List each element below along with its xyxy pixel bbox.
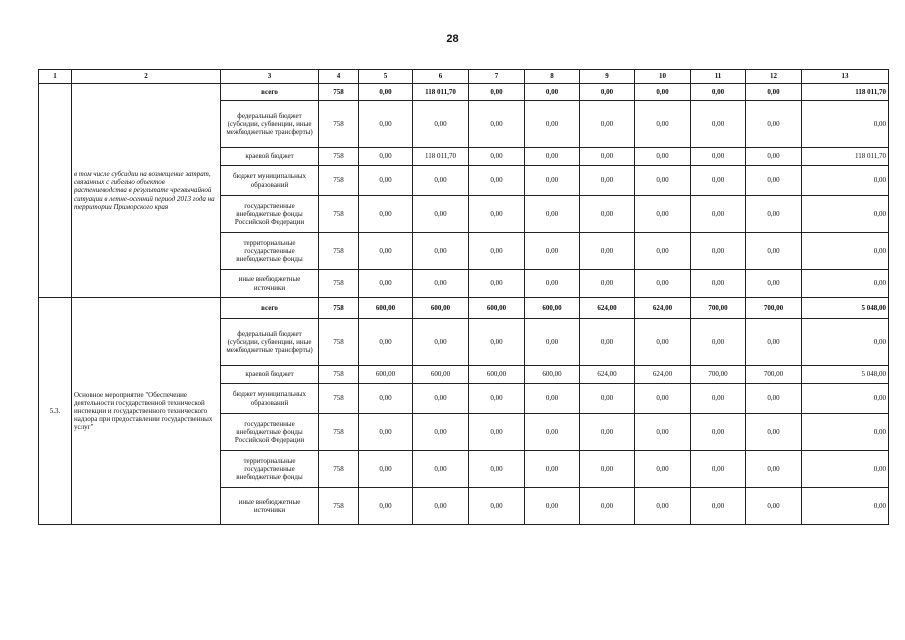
amount-cell: 0,00 (746, 101, 802, 148)
column-number-cell: 1 (39, 70, 72, 84)
amount-cell: 0,00 (469, 319, 525, 366)
funding-source: территориальные государственные внебюджетные фонды (221, 233, 319, 270)
budget-code: 758 (319, 84, 359, 101)
amount-cell: 0,00 (746, 451, 802, 488)
column-number-cell: 4 (319, 70, 359, 84)
measure-description: в том числе субсидии на возмещение затрат, связанных с гибелью объектов растениеводства в результате чрезвычайной ситуации в летне-осенний период 2013 года на территории Приморского края (72, 84, 221, 298)
amount-cell: 0,00 (413, 196, 469, 233)
amount-cell: 0,00 (580, 148, 635, 166)
budget-code: 758 (319, 233, 359, 270)
amount-cell: 0,00 (413, 488, 469, 525)
funding-source: федеральный бюджет (субсидии, субвенции, иные межбюджетные трансферты) (221, 319, 319, 366)
amount-cell: 0,00 (413, 101, 469, 148)
amount-cell: 0,00 (691, 414, 746, 451)
amount-cell: 0,00 (525, 319, 580, 366)
amount-cell: 0,00 (359, 270, 413, 298)
budget-code: 758 (319, 148, 359, 166)
amount-cell: 0,00 (635, 451, 691, 488)
budget-code: 758 (319, 451, 359, 488)
amount-cell: 0,00 (413, 233, 469, 270)
amount-cell: 0,00 (359, 488, 413, 525)
amount-cell: 0,00 (469, 196, 525, 233)
amount-cell: 0,00 (580, 166, 635, 196)
amount-cell: 0,00 (635, 270, 691, 298)
amount-cell: 0,00 (580, 196, 635, 233)
measure-description: Основное мероприятие "Обеспечение деятельности государственной технической инспекции и государственного технического надзора при предоставлении государственных услуг" (72, 298, 221, 525)
amount-cell: 700,00 (746, 366, 802, 384)
budget-code: 758 (319, 196, 359, 233)
amount-cell: 600,00 (359, 298, 413, 319)
column-number-cell: 2 (72, 70, 221, 84)
amount-cell: 0,00 (469, 101, 525, 148)
amount-cell: 0,00 (802, 488, 889, 525)
amount-cell: 0,00 (635, 166, 691, 196)
amount-cell: 0,00 (580, 233, 635, 270)
budget-code: 758 (319, 414, 359, 451)
item-number: 5.3. (39, 298, 72, 525)
amount-cell: 0,00 (525, 166, 580, 196)
funding-source: краевой бюджет (221, 148, 319, 166)
amount-cell: 0,00 (802, 270, 889, 298)
item-number (39, 84, 72, 298)
amount-cell: 0,00 (469, 233, 525, 270)
funding-source: федеральный бюджет (субсидии, субвенции, иные межбюджетные трансферты) (221, 101, 319, 148)
amount-cell: 0,00 (691, 101, 746, 148)
amount-cell: 0,00 (691, 270, 746, 298)
amount-cell: 700,00 (691, 366, 746, 384)
amount-cell: 0,00 (746, 166, 802, 196)
amount-cell: 0,00 (746, 270, 802, 298)
amount-cell: 624,00 (580, 298, 635, 319)
amount-cell: 0,00 (580, 451, 635, 488)
amount-cell: 0,00 (802, 196, 889, 233)
amount-cell: 0,00 (525, 414, 580, 451)
amount-cell: 0,00 (691, 84, 746, 101)
amount-cell: 0,00 (802, 414, 889, 451)
column-number-cell: 3 (221, 70, 319, 84)
amount-cell: 0,00 (746, 148, 802, 166)
amount-cell: 0,00 (413, 451, 469, 488)
budget-code: 758 (319, 166, 359, 196)
amount-cell: 600,00 (413, 298, 469, 319)
amount-cell: 0,00 (635, 384, 691, 414)
column-number-cell: 12 (746, 70, 802, 84)
budget-code: 758 (319, 319, 359, 366)
amount-cell: 0,00 (469, 270, 525, 298)
amount-cell: 0,00 (359, 319, 413, 366)
amount-cell: 5 048,00 (802, 298, 889, 319)
amount-cell: 0,00 (525, 384, 580, 414)
amount-cell: 0,00 (413, 384, 469, 414)
amount-cell: 0,00 (691, 148, 746, 166)
amount-cell: 0,00 (691, 384, 746, 414)
amount-cell: 0,00 (359, 84, 413, 101)
amount-cell: 0,00 (580, 101, 635, 148)
amount-cell: 0,00 (469, 84, 525, 101)
funding-source: иные внебюджетные источники (221, 488, 319, 525)
amount-cell: 118 011,70 (802, 84, 889, 101)
amount-cell: 118 011,70 (413, 148, 469, 166)
funding-source: бюджет муниципальных образований (221, 384, 319, 414)
amount-cell: 600,00 (413, 366, 469, 384)
amount-cell: 0,00 (525, 488, 580, 525)
amount-cell: 700,00 (691, 298, 746, 319)
budget-table (38, 69, 889, 525)
column-number-cell: 11 (691, 70, 746, 84)
funding-source: иные внебюджетные источники (221, 270, 319, 298)
amount-cell: 0,00 (359, 384, 413, 414)
budget-code: 758 (319, 366, 359, 384)
amount-cell: 0,00 (746, 384, 802, 414)
amount-cell: 0,00 (413, 414, 469, 451)
column-number-cell: 8 (525, 70, 580, 84)
amount-cell: 0,00 (635, 84, 691, 101)
budget-code: 758 (319, 270, 359, 298)
column-number-cell: 13 (802, 70, 889, 84)
amount-cell: 0,00 (746, 196, 802, 233)
amount-cell: 0,00 (359, 451, 413, 488)
amount-cell: 0,00 (691, 488, 746, 525)
amount-cell: 0,00 (635, 148, 691, 166)
funding-source: бюджет муниципальных образований (221, 166, 319, 196)
amount-cell: 0,00 (635, 488, 691, 525)
amount-cell: 624,00 (635, 298, 691, 319)
funding-source: государственные внебюджетные фонды Российской Федерации (221, 414, 319, 451)
amount-cell: 0,00 (746, 414, 802, 451)
amount-cell: 600,00 (469, 366, 525, 384)
amount-cell: 0,00 (580, 84, 635, 101)
amount-cell: 0,00 (469, 148, 525, 166)
amount-cell: 0,00 (635, 196, 691, 233)
amount-cell: 0,00 (525, 233, 580, 270)
amount-cell: 0,00 (580, 414, 635, 451)
table-row (39, 84, 889, 101)
amount-cell: 0,00 (525, 451, 580, 488)
amount-cell: 0,00 (469, 166, 525, 196)
amount-cell: 600,00 (469, 298, 525, 319)
amount-cell: 0,00 (691, 233, 746, 270)
funding-source: всего (221, 84, 319, 101)
amount-cell: 0,00 (359, 148, 413, 166)
amount-cell: 0,00 (691, 451, 746, 488)
amount-cell: 0,00 (802, 319, 889, 366)
amount-cell: 0,00 (802, 233, 889, 270)
column-number-row (39, 70, 889, 84)
amount-cell: 0,00 (691, 166, 746, 196)
column-number-cell: 10 (635, 70, 691, 84)
amount-cell: 0,00 (525, 148, 580, 166)
amount-cell: 0,00 (635, 319, 691, 366)
funding-source: государственные внебюджетные фонды Российской Федерации (221, 196, 319, 233)
column-number-cell: 5 (359, 70, 413, 84)
amount-cell: 0,00 (802, 101, 889, 148)
funding-source: краевой бюджет (221, 366, 319, 384)
column-number-cell: 9 (580, 70, 635, 84)
amount-cell: 0,00 (746, 233, 802, 270)
amount-cell: 0,00 (580, 319, 635, 366)
amount-cell: 0,00 (469, 488, 525, 525)
amount-cell: 0,00 (746, 319, 802, 366)
budget-code: 758 (319, 488, 359, 525)
amount-cell: 0,00 (359, 166, 413, 196)
funding-source: всего (221, 298, 319, 319)
budget-code: 758 (319, 384, 359, 414)
amount-cell: 0,00 (691, 319, 746, 366)
amount-cell: 0,00 (525, 84, 580, 101)
amount-cell: 0,00 (635, 414, 691, 451)
amount-cell: 118 011,70 (413, 84, 469, 101)
amount-cell: 0,00 (413, 319, 469, 366)
column-number-cell: 6 (413, 70, 469, 84)
amount-cell: 0,00 (525, 101, 580, 148)
amount-cell: 0,00 (525, 270, 580, 298)
amount-cell: 0,00 (802, 384, 889, 414)
amount-cell: 0,00 (413, 166, 469, 196)
amount-cell: 0,00 (802, 166, 889, 196)
amount-cell: 0,00 (359, 414, 413, 451)
table-body (39, 70, 889, 525)
amount-cell: 0,00 (359, 196, 413, 233)
amount-cell: 600,00 (525, 366, 580, 384)
amount-cell: 0,00 (746, 84, 802, 101)
amount-cell: 0,00 (469, 451, 525, 488)
amount-cell: 0,00 (580, 270, 635, 298)
amount-cell: 0,00 (635, 233, 691, 270)
amount-cell: 624,00 (580, 366, 635, 384)
amount-cell: 118 011,70 (802, 148, 889, 166)
budget-code: 758 (319, 101, 359, 148)
amount-cell: 0,00 (746, 488, 802, 525)
funding-source: территориальные государственные внебюджетные фонды (221, 451, 319, 488)
amount-cell: 600,00 (525, 298, 580, 319)
amount-cell: 5 048,00 (802, 366, 889, 384)
amount-cell: 0,00 (413, 270, 469, 298)
amount-cell: 0,00 (635, 101, 691, 148)
amount-cell: 0,00 (469, 384, 525, 414)
budget-code: 758 (319, 298, 359, 319)
table-row (39, 298, 889, 319)
amount-cell: 0,00 (359, 233, 413, 270)
amount-cell: 0,00 (359, 101, 413, 148)
amount-cell: 0,00 (580, 488, 635, 525)
amount-cell: 0,00 (525, 196, 580, 233)
amount-cell: 624,00 (635, 366, 691, 384)
amount-cell: 700,00 (746, 298, 802, 319)
amount-cell: 0,00 (580, 384, 635, 414)
amount-cell: 0,00 (802, 451, 889, 488)
amount-cell: 0,00 (691, 196, 746, 233)
column-number-cell: 7 (469, 70, 525, 84)
amount-cell: 0,00 (469, 414, 525, 451)
page-number: 28 (446, 33, 459, 45)
amount-cell: 600,00 (359, 366, 413, 384)
